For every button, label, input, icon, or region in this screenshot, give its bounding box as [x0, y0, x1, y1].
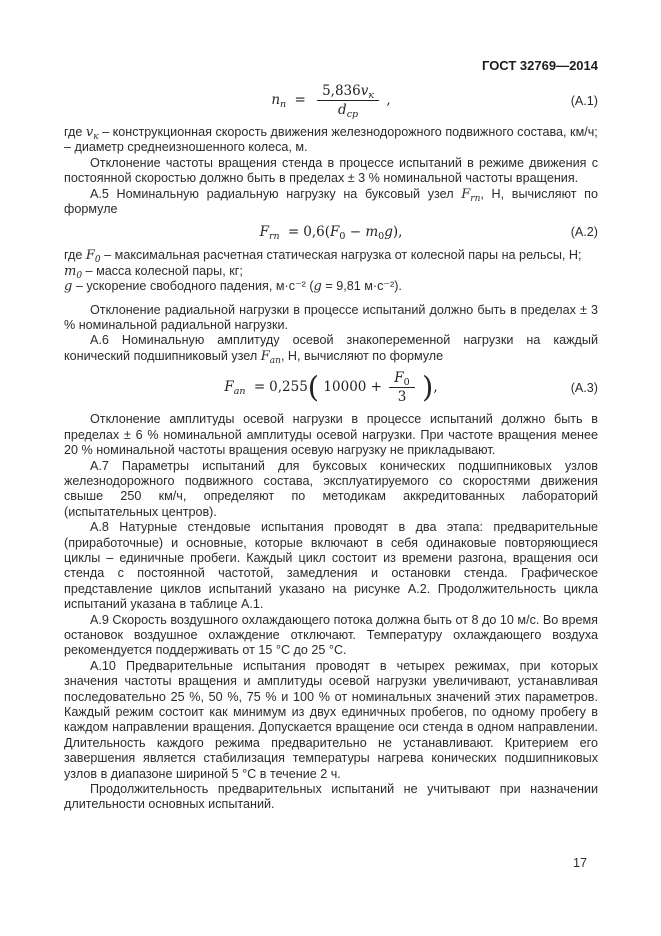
- where-a2-text1: – максимальная расчетная статическая нагрузка от колесной пары на рельсы, Н;: [100, 248, 582, 263]
- formula-a1: [64, 83, 598, 118]
- paragraph-a6-symbol: $F_{ап}$: [260, 348, 281, 366]
- formula-a1-den-sub: ср: [346, 109, 359, 120]
- paragraph-a5: [64, 187, 598, 218]
- where-a1-lead: где: [64, 125, 86, 139]
- formula-a3-lhs-sub: ап: [233, 386, 246, 398]
- formula-a2-m-sub: 0: [378, 231, 385, 243]
- where-a2-text3a: – ускорение свободного падения, м·с⁻² (: [72, 279, 314, 294]
- formula-a3-close-paren: ): [422, 369, 434, 404]
- formula-a2-m: m: [365, 224, 379, 241]
- formula-a1-num-sub: к: [368, 90, 375, 101]
- where-a2-text3b: = 9,81 м·с⁻²).: [321, 279, 402, 294]
- where-a2-symbol-g2: g: [313, 279, 322, 295]
- formula-a2-minus: −: [349, 224, 362, 241]
- formula-a3-num-sub: 0: [403, 377, 410, 389]
- formula-a3-equals: =: [253, 379, 266, 396]
- formula-a2-open-paren: (: [324, 224, 330, 241]
- where-a2-line1: [64, 248, 598, 266]
- formula-a3: [64, 370, 598, 405]
- where-a1-symbol: $v_к$: [85, 125, 99, 142]
- formula-a3-plus: +: [370, 379, 382, 396]
- formula-a2-coef: 0,6: [303, 224, 325, 241]
- formula-a1-lhs-sub: п: [280, 99, 287, 110]
- formula-a2-close-paren: ): [392, 224, 399, 241]
- formula-a1-equals: =: [294, 92, 306, 108]
- formula-a2-f: F: [330, 224, 340, 241]
- paragraph-a8: А.8 Натурные стендовые испытания проводят в два этапа: предварительные (приработочные) и основные, которые включают в себя одинаковые повторяющиеся циклы – единичные пробеги. Каждый цикл состоит из времени разгона, вращения оси стенда с постоянной частотой, замедления и остановки стенда. Графическое представление циклов испытаний указано на рисунке А.2. Продолжительность цикла испытаний указана в таблице А.1.: [64, 520, 598, 612]
- formula-a3-fraction: [389, 370, 414, 405]
- formula-a1-num-coef: 5,836: [322, 83, 361, 99]
- formula-a2-g: g: [384, 224, 393, 241]
- paragraph-a10: А.10 Предварительные испытания проводят в четырех режимах, при которых значения частоты вращения и амплитуды осевой нагрузки увеличивают, устанавливая последовательно 25 %, 50 %, 75 % и 100 % от номинальных значений этих параметров. Каждый режим состоит как минимум из двух единичных пробегов, по одному пробегу в каждом направлении вращения. Допускается вращение оси стенда в одном направлении. Длительность каждого режима предварительно не устанавливают. Критерием его завершения является стабилизация температуры нагрева конических подшипниковых узлов в диапазоне шириной 5 °С в течение 2 ч.: [64, 658, 598, 781]
- formula-a1-den-var: d: [338, 102, 347, 118]
- where-a1-line1: [64, 125, 598, 140]
- formula-a3-lhs: F: [224, 379, 234, 396]
- formula-a1-lhs: n: [271, 92, 281, 108]
- where-a2-line2: [64, 264, 598, 279]
- formula-a3-coef: 0,255: [269, 379, 308, 396]
- page-content: [64, 58, 598, 813]
- standard-number: ГОСТ 32769—2014: [482, 58, 598, 73]
- formula-a2-comma: ,: [398, 224, 403, 241]
- where-a2-line3: [64, 279, 598, 294]
- formula-a2-f-sub: 0: [339, 231, 346, 243]
- where-a1-text: – конструкционная скорость движения железнодорожного подвижного состава, км/ч;: [98, 125, 598, 139]
- paragraph-final: Продолжительность предварительных испытаний не учитывают при назначении длительности основных испытаний.: [64, 782, 598, 812]
- formula-a2: [64, 223, 598, 241]
- paragraph-a7: А.7 Параметры испытаний для буксовых конических подшипниковых узлов железнодорожного подвижного состава, эксплуатируемого со скоростями движения свыше 250 км/ч, определяют по методикам аккредитованных лабораторий (испытательных центров).: [64, 458, 598, 519]
- formula-a2-body: [122, 223, 540, 241]
- formula-a3-den: 3: [397, 389, 407, 406]
- formula-a3-comma: ,: [433, 379, 438, 396]
- formula-a2-number: (А.2): [570, 225, 598, 240]
- where-a2-lead: где: [64, 248, 86, 263]
- formula-a3-num: F: [394, 370, 404, 387]
- formula-a1-comma: ,: [386, 92, 391, 108]
- formula-a1-fraction: [317, 83, 379, 118]
- where-a2-symbol-m: $m_0$: [64, 263, 83, 281]
- paragraph-a5-symbol: $F_{rn}$: [461, 186, 481, 204]
- formula-a3-number: (А.3): [570, 380, 598, 395]
- paragraph-radial-deviation: Отклонение радиальной нагрузки в процессе испытаний должно быть в пределах ± 3 % номинальной радиальной нагрузки.: [64, 302, 598, 333]
- paragraph-axial-deviation: Отклонение амплитуды осевой нагрузки в процессе испытаний должно быть в пределах ± 6 % номинальной амплитуды осевой нагрузки. При частоте вращения менее 20 % номинальной частоты вращения осевую нагрузку не прикладывают.: [64, 412, 598, 458]
- paragraph-speed-deviation: Отклонение частоты вращения стенда в процессе испытаний в режиме движения с постоянной скоростью должно быть в пределах ± 3 % номинальной частоты вращения.: [64, 155, 598, 186]
- paragraph-a9: А.9 Скорость воздушного охлаждающего потока должна быть от 8 до 10 м/с. Во время остановок воздушное охлаждение отключают. Температуру охлаждающего воздуха рекомендуется поддерживать от 15 °С до 25 °С.: [64, 612, 598, 658]
- formula-a3-body: [122, 370, 540, 405]
- page-number: 17: [572, 856, 587, 870]
- paragraph-a5-text: А.5 Номинальную радиальную нагрузку на буксовый узел: [90, 186, 462, 201]
- formula-a2-equals: =: [287, 224, 300, 241]
- formula-a1-body: [122, 83, 540, 118]
- formula-a2-lhs-sub: rn: [268, 231, 280, 243]
- formula-a3-const: 10000: [323, 379, 367, 396]
- formula-a1-number: (А.1): [570, 93, 598, 108]
- where-a2-symbol-g: g: [64, 279, 73, 295]
- paragraph-a6: [64, 333, 598, 364]
- paragraph-a6-text-end: , Н, вычисляют по формуле: [280, 348, 444, 363]
- paragraph-a6-text: А.6 Номинальную амплитуду осевой знакопеременной нагрузки на каждый конический подшипниковый узел: [64, 333, 598, 363]
- where-a2-text2: – масса колесной пары, кг;: [82, 263, 243, 278]
- formula-a1-num-var: v: [360, 83, 369, 99]
- where-a2-symbol-f: $F_0$: [85, 248, 101, 266]
- formula-a3-open-paren: (: [307, 369, 320, 404]
- where-a1-line2: – диаметр среднеизношенного колеса, м.: [64, 140, 308, 155]
- paragraph-a5-text-end: , Н, вычисляют по формуле: [64, 186, 599, 217]
- formula-a2-lhs: F: [259, 224, 269, 241]
